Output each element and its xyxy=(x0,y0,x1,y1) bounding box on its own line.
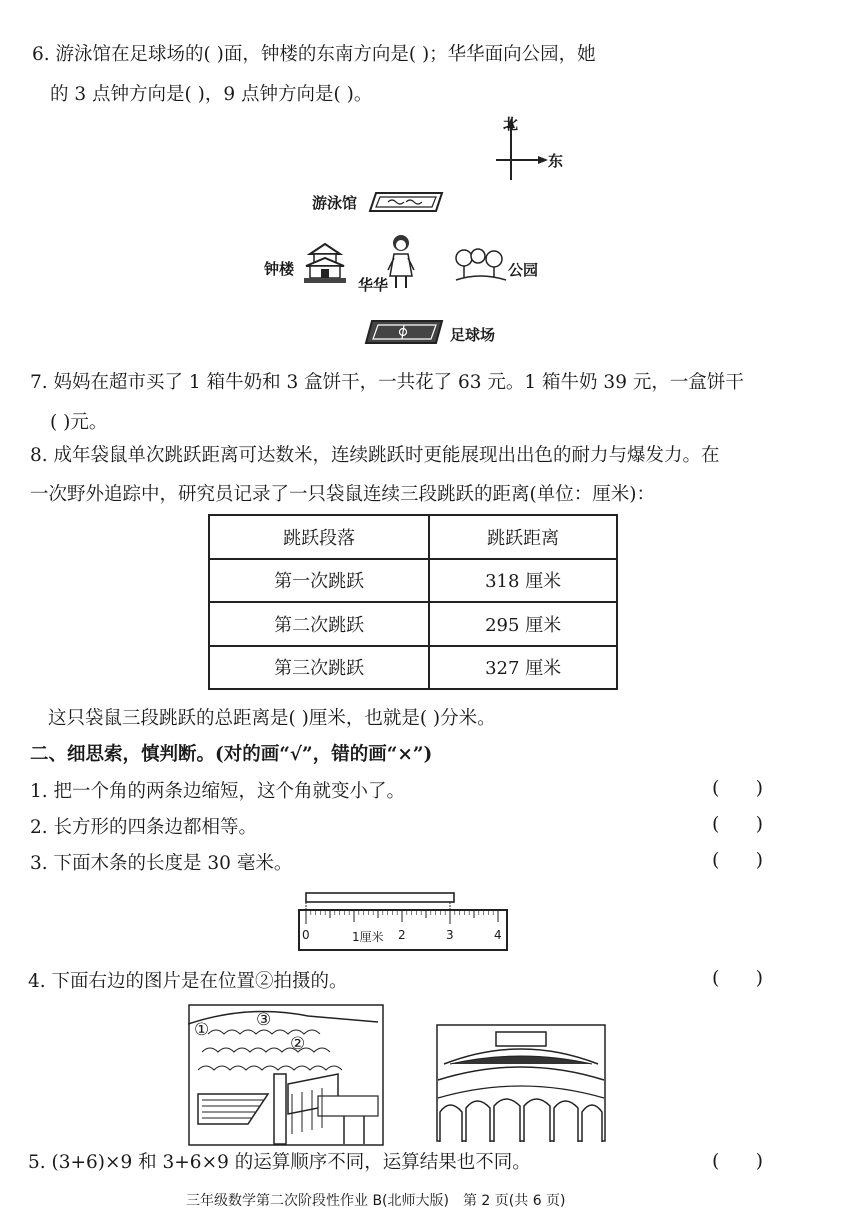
answer-paren-4[interactable]: ( ) xyxy=(712,967,764,989)
table-header-cell: 跳跃段落 xyxy=(209,515,429,559)
answer-paren-5[interactable]: ( ) xyxy=(712,1150,764,1172)
q7-line2: ( )元。 xyxy=(50,412,108,433)
jump-distance-table xyxy=(208,514,618,690)
q6-line1: 6. 游泳馆在足球场的( )面，钟楼的东南方向是( )；华华面向公园，她 xyxy=(32,44,596,65)
judge-item-3: 3. 下面木条的长度是 30 毫米。 xyxy=(30,853,293,874)
q6-line2: 的 3 点钟方向是( )，9 点钟方向是( )。 xyxy=(50,84,373,105)
answer-paren-3[interactable]: ( ) xyxy=(712,849,764,871)
stadium-front-view-icon xyxy=(436,1024,606,1142)
q7-line1: 7. 妈妈在超市买了 1 箱牛奶和 3 盒饼干，一共花了 63 元。1 箱牛奶 39 元，一盒饼干 xyxy=(30,372,744,393)
q8-line2: 一次野外追踪中，研究员记录了一只袋鼠连续三段跳跃的距离(单位：厘米)： xyxy=(30,484,655,505)
section2-title: 二、细思索，慎判断。(对的画“√”，错的画“×”) xyxy=(30,744,433,765)
football-field-icon xyxy=(364,318,444,346)
judge-item-4: 4. 下面右边的图片是在位置②拍摄的。 xyxy=(28,971,348,992)
answer-paren-2[interactable]: ( ) xyxy=(712,813,764,835)
ruler-tick-0: 0 xyxy=(302,928,310,942)
ruler-with-stick-icon xyxy=(298,890,510,952)
position-3-label: ③ xyxy=(256,1010,272,1030)
table-cell: 318 厘米 xyxy=(429,559,617,603)
table-header-row xyxy=(209,515,617,559)
table-cell: 295 厘米 xyxy=(429,602,617,646)
bell-tower-icon xyxy=(302,240,348,286)
table-cell: 第一次跳跃 xyxy=(209,559,429,603)
answer-paren-1[interactable]: ( ) xyxy=(712,777,764,799)
compass-icon xyxy=(488,112,578,192)
judge-item-2: 2. 长方形的四条边都相等。 xyxy=(30,817,258,838)
ruler-tick-2: 2 xyxy=(398,928,406,942)
table-header-cell: 跳跃距离 xyxy=(429,515,617,559)
table-cell: 第三次跳跃 xyxy=(209,646,429,690)
park-label: 公园 xyxy=(508,261,539,279)
table-row xyxy=(209,646,617,690)
page-footer: 三年级数学第二次阶段性作业 B(北师大版) 第 2 页(共 6 页) xyxy=(186,1193,566,1209)
table-cell: 第二次跳跃 xyxy=(209,602,429,646)
north-label: 北 xyxy=(503,115,519,133)
east-label: 东 xyxy=(548,152,564,170)
q8-answer-line: 这只袋鼠三段跳跃的总距离是( )厘米，也就是( )分米。 xyxy=(48,708,496,729)
stadium-seats-side-icon xyxy=(188,1004,384,1146)
position-1-label: ① xyxy=(194,1020,210,1040)
ruler-tick-4: 4 xyxy=(494,928,502,942)
table-row xyxy=(209,559,617,603)
bell-tower-label: 钟楼 xyxy=(264,260,295,278)
huahua-label: 华华 xyxy=(358,276,389,294)
pool-label: 游泳馆 xyxy=(312,194,358,212)
pool-icon xyxy=(368,190,444,214)
judge-item-1: 1. 把一个角的两条边缩短，这个角就变小了。 xyxy=(30,781,406,802)
table-cell: 327 厘米 xyxy=(429,646,617,690)
ruler-tick-3: 3 xyxy=(446,928,454,942)
park-icon xyxy=(452,246,508,284)
judge-item-5: 5. (3+6)×9 和 3+6×9 的运算顺序不同，运算结果也不同。 xyxy=(28,1152,531,1173)
position-2-label: ② xyxy=(290,1034,306,1054)
huahua-girl-icon xyxy=(384,232,420,294)
ruler-tick-1: 1厘米 xyxy=(352,930,384,944)
football-field-label: 足球场 xyxy=(450,326,496,344)
table-row xyxy=(209,602,617,646)
q8-line1: 8. 成年袋鼠单次跳跃距离可达数米，连续跳跃时更能展现出出色的耐力与爆发力。在 xyxy=(30,445,720,466)
